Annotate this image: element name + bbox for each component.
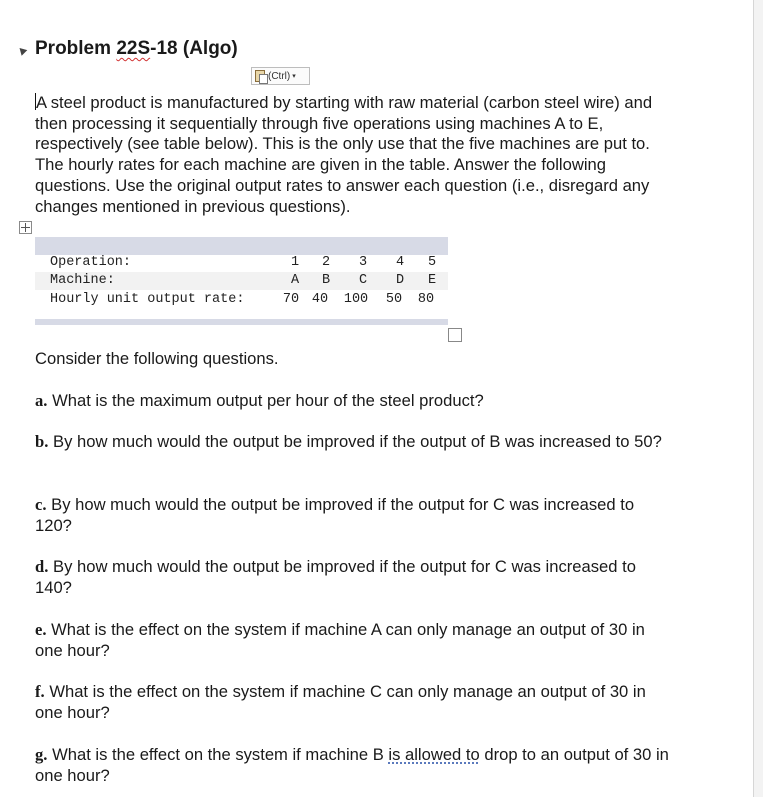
table-cell: 70	[282, 292, 300, 307]
problem-heading	[18, 38, 238, 60]
question-text: By how much would the output be improved if the output for C was increased to 140?	[35, 557, 636, 597]
question-text: What is the effect on the system if machine A can only manage an output of 30 in one hour?	[35, 620, 645, 660]
grammar-flag[interactable]: is allowed to	[388, 745, 480, 764]
table-row-machine	[35, 272, 448, 290]
table-cell: 100	[343, 292, 369, 307]
question-text: By how much would the output be improved if the output for C was increased to 120?	[35, 495, 635, 535]
problem-title-suffix: -18 (Algo)	[150, 38, 238, 59]
paste-options-label: (Ctrl)	[268, 70, 291, 82]
problem-title-code: 22S	[116, 38, 151, 59]
question-letter: b.	[35, 432, 49, 451]
table-cell: 2	[321, 255, 331, 270]
question-text: What is the effect on the system if machine C can only manage an output of 30 in one hour?	[35, 682, 646, 722]
scrollbar-track[interactable]	[753, 0, 763, 797]
dropdown-arrow-icon: ▾	[292, 73, 296, 80]
question-letter: e.	[35, 620, 47, 639]
row-label: Hourly unit output rate:	[50, 292, 245, 307]
table-cell: C	[358, 273, 368, 288]
table-cell: B	[321, 273, 331, 288]
question-letter: f.	[35, 682, 45, 701]
table-cell: A	[290, 273, 300, 288]
question-g	[35, 744, 675, 786]
table-cell: 40	[311, 292, 329, 307]
question-letter: c.	[35, 495, 47, 514]
table-cell: 3	[358, 255, 368, 270]
question-text: What is the maximum output per hour of the steel product?	[52, 391, 484, 410]
problem-title-prefix: Problem	[35, 38, 117, 59]
table-cell: 5	[427, 255, 437, 270]
table-row-operation	[35, 254, 448, 272]
question-c	[35, 494, 675, 536]
question-e	[35, 619, 675, 661]
clipboard-icon	[255, 70, 265, 82]
consider-text: Consider the following questions.	[35, 349, 279, 368]
table-resize-handle-icon[interactable]	[448, 328, 462, 342]
question-d	[35, 556, 675, 598]
table-cell: D	[395, 273, 405, 288]
row-label: Machine:	[50, 273, 115, 288]
question-text-before: What is the effect on the system if machine B	[52, 745, 389, 764]
table-cell: E	[427, 273, 437, 288]
question-text-after: drop to an output of 30 in one hour?	[35, 745, 674, 785]
intro-text: A steel product is manufactured by starting with raw material (carbon steel wire) and then processing it sequentially through five operations using machines A to E, respectively (see table below). This is the only use that the five machines are put to. The hourly rates for each machine are given in the table. Answer the following questions. Use the original output rates to answer each question (i.e., disregard any changes mentioned in previous questions).	[35, 93, 653, 216]
table-cell: 1	[290, 255, 300, 270]
question-a	[35, 390, 675, 411]
question-b	[35, 431, 675, 452]
paste-options-button[interactable]	[251, 67, 310, 85]
table-cell: 4	[395, 255, 405, 270]
question-text: By how much would the output be improved if the output of B was increased to 50?	[53, 432, 662, 451]
table-header-band	[35, 237, 448, 255]
table-cell: 80	[417, 292, 435, 307]
collapse-triangle-icon[interactable]	[17, 45, 28, 56]
question-letter: d.	[35, 557, 49, 576]
question-letter: a.	[35, 391, 48, 410]
table-footer-band	[35, 319, 448, 325]
row-label: Operation:	[50, 255, 132, 270]
table-cell: 50	[385, 292, 403, 307]
question-letter: g.	[35, 745, 48, 764]
question-f	[35, 681, 675, 723]
table-move-handle-icon[interactable]	[19, 221, 32, 234]
table-row-output-rate	[35, 291, 448, 309]
intro-paragraph	[35, 93, 675, 217]
